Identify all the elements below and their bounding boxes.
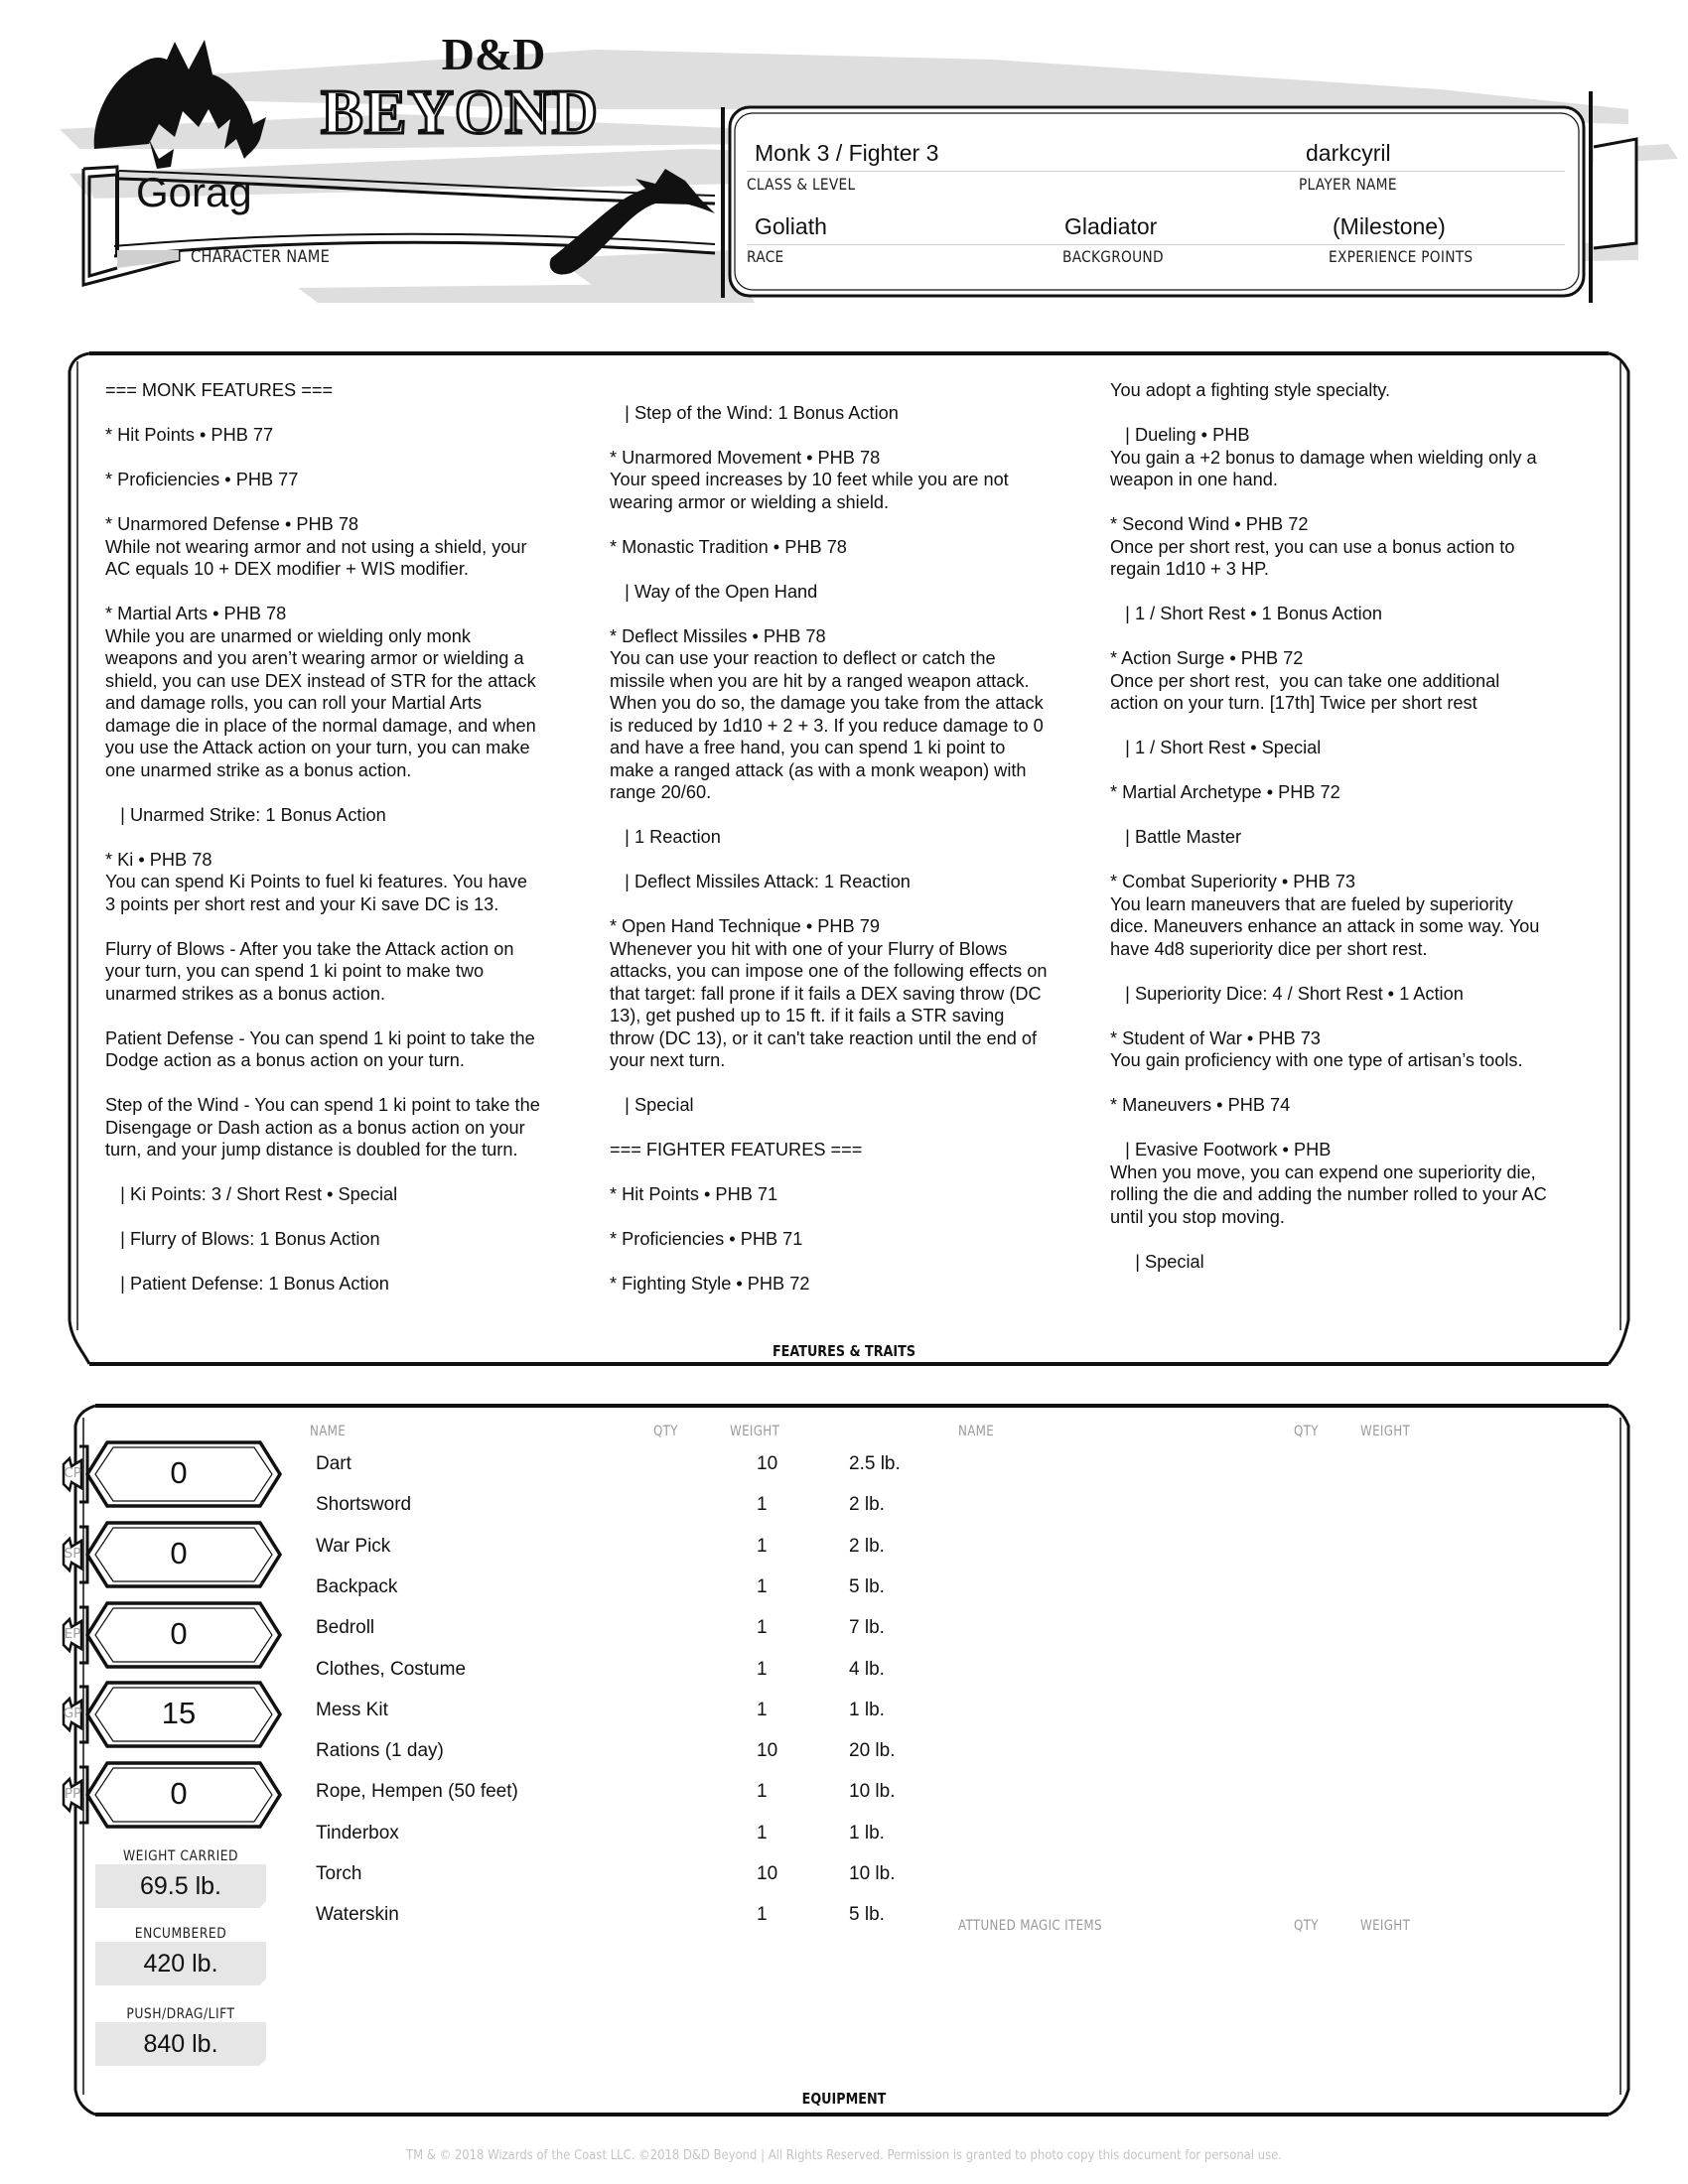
equipment-qty: 1 bbox=[757, 1699, 768, 1720]
dnd-beyond-logo bbox=[321, 29, 599, 147]
feature-line: unarmed strikes as a bonus action. bbox=[105, 983, 386, 1004]
race-label: RACE bbox=[747, 247, 784, 266]
feature-line: You adopt a fighting style specialty. bbox=[1110, 380, 1391, 400]
feature-line bbox=[1110, 1228, 1607, 1251]
equipment-qty: 1 bbox=[757, 1535, 768, 1557]
class-level-rule bbox=[747, 171, 1565, 172]
feature-line: | 1 Reaction bbox=[610, 827, 721, 847]
feature-line: * Monastic Tradition • PHB 78 bbox=[610, 536, 847, 557]
feature-line: * Deflect Missiles • PHB 78 bbox=[610, 625, 826, 646]
feature-line bbox=[610, 849, 1096, 872]
feature-line: * Martial Archetype • PHB 72 bbox=[1110, 782, 1340, 802]
feature-line: * Hit Points • PHB 77 bbox=[105, 425, 274, 445]
feature-line: * Martial Arts • PHB 78 bbox=[105, 604, 287, 623]
feature-line bbox=[105, 491, 592, 514]
features-column-3 bbox=[1110, 379, 1607, 1273]
feature-line: * Ki • PHB 78 bbox=[105, 849, 212, 870]
weight-carried-label: WEIGHT CARRIED bbox=[122, 1848, 239, 1864]
feature-line: throw (DC 13), or it can't take reaction until the end of bbox=[610, 1027, 1038, 1048]
equipment-list bbox=[0, 1453, 1688, 1970]
feature-line bbox=[1110, 1117, 1607, 1140]
equipment-weight: 10 lb. bbox=[849, 1781, 896, 1803]
background-value[interactable]: Gladiator bbox=[1064, 213, 1158, 239]
feature-line bbox=[610, 893, 1096, 916]
feature-line: regain 1d10 + 3 HP. bbox=[1110, 559, 1269, 579]
equipment-row[interactable] bbox=[0, 1904, 1688, 1944]
feature-line: | 1 / Short Rest • Special bbox=[1110, 738, 1322, 757]
equipment-name: Rations (1 day) bbox=[316, 1740, 444, 1762]
feature-line: 13), get pushed up to 15 ft. if it fails a STR saving bbox=[610, 1006, 1005, 1025]
feature-line: | Superiority Dice: 4 / Short Rest • 1 Action bbox=[1110, 983, 1464, 1004]
feature-line bbox=[1110, 1005, 1607, 1027]
class-level-label: CLASS & LEVEL bbox=[747, 175, 856, 194]
feature-line bbox=[610, 424, 1096, 447]
race-rule bbox=[747, 244, 1565, 245]
feature-line bbox=[105, 447, 592, 470]
feature-line: | 1 / Short Rest • 1 Bonus Action bbox=[1110, 604, 1382, 623]
feature-line bbox=[1110, 960, 1607, 983]
dragon-icon bbox=[94, 40, 266, 169]
feature-line: Patient Defense - You can spend 1 ki point to take the bbox=[105, 1027, 535, 1048]
coin-label-cp: CP bbox=[64, 1465, 81, 1481]
feature-line: weapon in one hand. bbox=[1110, 470, 1278, 489]
equipment-row[interactable] bbox=[0, 1781, 1688, 1821]
feature-line: While not wearing armor and not using a shield, your bbox=[105, 536, 527, 557]
feature-line: that target: fall prone if it fails a DEX saving throw (DC bbox=[610, 983, 1042, 1004]
feature-line: | Flurry of Blows: 1 Bonus Action bbox=[105, 1229, 380, 1249]
equipment-qty: 1 bbox=[757, 1494, 768, 1516]
equipment-weight: 2 lb. bbox=[849, 1535, 885, 1557]
feature-line bbox=[105, 826, 592, 849]
equipment-name: Mess Kit bbox=[316, 1699, 388, 1720]
feature-line: make a ranged attack (as with a monk weapon) with bbox=[610, 759, 1027, 780]
equipment-row[interactable] bbox=[0, 1700, 1688, 1739]
attuned-header-name: ATTUNED MAGIC ITEMS bbox=[958, 1918, 1102, 1934]
feature-line: Disengage or Dash action as a bonus action on your bbox=[105, 1117, 525, 1138]
feature-line: action on your turn. [17th] Twice per short rest bbox=[1110, 693, 1477, 713]
logo-beyond-text: BEYOND bbox=[321, 76, 599, 147]
equipment-name: War Pick bbox=[316, 1535, 391, 1557]
feature-line: You gain a +2 bonus to damage when wielding only a bbox=[1110, 447, 1537, 468]
feature-line bbox=[1110, 759, 1607, 782]
equipment-weight: 7 lb. bbox=[849, 1617, 885, 1639]
feature-line bbox=[105, 1005, 592, 1027]
equipment-row[interactable] bbox=[0, 1740, 1688, 1780]
feature-line: You gain proficiency with one type of artisan’s tools. bbox=[1110, 1050, 1523, 1070]
features-column-1 bbox=[105, 379, 592, 1296]
experience-label: EXPERIENCE POINTS bbox=[1329, 247, 1474, 266]
player-name-value[interactable]: darkcyril bbox=[1306, 140, 1391, 166]
coin-label-gp: GP bbox=[63, 1706, 82, 1721]
feature-line: | Evasive Footwork • PHB bbox=[1110, 1140, 1332, 1160]
feature-line: | Step of the Wind: 1 Bonus Action bbox=[610, 402, 899, 423]
items-header-name: NAME bbox=[310, 1424, 347, 1439]
feature-line: | Battle Master bbox=[1110, 827, 1242, 847]
push-drag-lift-value: 840 lb. bbox=[143, 2030, 218, 2058]
feature-line: | Way of the Open Hand bbox=[610, 581, 818, 602]
feature-line: When you move, you can expend one superiority die, bbox=[1110, 1161, 1536, 1182]
feature-line: You can spend Ki Points to fuel ki features. You have bbox=[105, 872, 528, 891]
feature-line: Once per short rest, you can take one additional bbox=[1110, 670, 1500, 691]
feature-line bbox=[1110, 715, 1607, 738]
equipment-row[interactable] bbox=[0, 1494, 1688, 1534]
equipment-name: Waterskin bbox=[316, 1904, 399, 1926]
race-value[interactable]: Goliath bbox=[755, 213, 827, 239]
equipment-row[interactable] bbox=[0, 1823, 1688, 1862]
equipment-name: Bedroll bbox=[316, 1617, 375, 1639]
equipment-qty: 1 bbox=[757, 1617, 768, 1639]
feature-line: | Special bbox=[610, 1095, 694, 1115]
equipment-name: Torch bbox=[316, 1863, 362, 1884]
equipment-row[interactable] bbox=[0, 1617, 1688, 1657]
feature-line bbox=[610, 1117, 1096, 1140]
feature-line: | Special bbox=[1110, 1251, 1204, 1272]
equipment-weight: 10 lb. bbox=[849, 1863, 896, 1884]
background-label: BACKGROUND bbox=[1062, 247, 1164, 266]
feature-line: one unarmed strike as a bonus action. bbox=[105, 759, 412, 780]
feature-line bbox=[610, 1251, 1096, 1274]
coin-label-ep: EP bbox=[64, 1626, 81, 1642]
feature-line: your next turn. bbox=[610, 1050, 726, 1070]
feature-line: * Combat Superiority • PHB 73 bbox=[1110, 872, 1355, 891]
feature-line: * Student of War • PHB 73 bbox=[1110, 1027, 1321, 1048]
equipment-weight: 4 lb. bbox=[849, 1658, 885, 1680]
feature-line: You learn maneuvers that are fueled by superiority bbox=[1110, 893, 1513, 914]
feature-line bbox=[105, 402, 592, 425]
coin-value-cp[interactable]: 0 bbox=[170, 1455, 188, 1490]
feature-line: weapons and you aren’t wearing armor or wielding a bbox=[105, 648, 524, 668]
feature-line: You can use your reaction to deflect or catch the bbox=[610, 648, 996, 668]
feature-line: until you stop moving. bbox=[1110, 1206, 1285, 1227]
encumbered-value: 420 lb. bbox=[143, 1950, 218, 1978]
feature-line bbox=[105, 915, 592, 938]
character-name-label: CHARACTER NAME bbox=[191, 247, 331, 267]
equipment-qty: 10 bbox=[757, 1740, 778, 1762]
feature-line: Whenever you hit with one of your Flurry of Blows bbox=[610, 938, 1008, 959]
coin-label-pp: PP bbox=[64, 1786, 81, 1802]
feature-line: * Proficiencies • PHB 77 bbox=[105, 470, 299, 489]
feature-line: is reduced by 1d10 + 2 + 3. If you reduce damage to 0 bbox=[610, 715, 1044, 736]
feature-line: * Fighting Style • PHB 72 bbox=[610, 1274, 810, 1294]
feature-line: and have a free hand, you can spend 1 ki point to bbox=[610, 738, 1006, 757]
feature-line: missile when you are hit by a ranged weapon attack. bbox=[610, 670, 1030, 691]
equipment-row[interactable] bbox=[0, 1576, 1688, 1616]
feature-line bbox=[1110, 581, 1607, 604]
equipment-name: Backpack bbox=[316, 1575, 398, 1597]
feature-line: wearing armor or wielding a shield. bbox=[610, 491, 890, 512]
feature-line bbox=[105, 1206, 592, 1229]
feature-line: | Ki Points: 3 / Short Rest • Special bbox=[105, 1184, 398, 1204]
feature-line: When you do so, the damage you take from the attack bbox=[610, 693, 1044, 713]
equipment-weight: 5 lb. bbox=[849, 1904, 885, 1926]
player-name-label: PLAYER NAME bbox=[1299, 175, 1397, 194]
equipment-weight: 2 lb. bbox=[849, 1494, 885, 1516]
feature-line: | Deflect Missiles Attack: 1 Reaction bbox=[610, 872, 911, 891]
feature-line bbox=[610, 513, 1096, 536]
features-column-2 bbox=[610, 379, 1096, 1296]
logo-dnd-text: D&D bbox=[441, 29, 546, 79]
feature-line: damage die in place of the normal damage, and when bbox=[105, 715, 536, 736]
attuned-header-weight: WEIGHT bbox=[1360, 1918, 1411, 1934]
feature-line: you use the Attack action on your turn, you can make bbox=[105, 738, 530, 757]
feature-line bbox=[105, 1251, 592, 1274]
feature-line: range 20/60. bbox=[610, 782, 712, 802]
feature-line: === MONK FEATURES === bbox=[105, 380, 334, 400]
feature-line: turn, and your jump distance is doubled for the turn. bbox=[105, 1140, 518, 1160]
feature-line: have 4d8 superiority dice per short rest. bbox=[1110, 938, 1428, 959]
equipment-qty: 1 bbox=[757, 1904, 768, 1926]
feature-line: | Dueling • PHB bbox=[1110, 425, 1250, 445]
feature-line bbox=[1110, 402, 1607, 425]
equipment-qty: 10 bbox=[757, 1863, 778, 1884]
feature-line: rolling the die and adding the number rolled to your AC bbox=[1110, 1184, 1547, 1204]
feature-line: * Maneuvers • PHB 74 bbox=[1110, 1095, 1291, 1115]
feature-line bbox=[105, 581, 592, 604]
equipment-weight: 2.5 lb. bbox=[849, 1453, 901, 1474]
attuned-header-qty: QTY bbox=[1294, 1918, 1319, 1934]
push-drag-lift-label: PUSH/DRAG/LIFT bbox=[126, 2006, 235, 2022]
feature-line bbox=[105, 1161, 592, 1184]
items-header-qty: QTY bbox=[653, 1424, 678, 1439]
equipment-qty: 1 bbox=[757, 1781, 768, 1803]
items-right-header-name: NAME bbox=[958, 1424, 995, 1439]
items-header-weight: WEIGHT bbox=[730, 1424, 780, 1439]
feature-line bbox=[1110, 804, 1607, 827]
equipment-name: Rope, Hempen (50 feet) bbox=[316, 1781, 518, 1803]
features-traits-title: FEATURES & TRAITS bbox=[772, 1342, 916, 1360]
equipment-row[interactable] bbox=[0, 1863, 1688, 1903]
feature-line bbox=[610, 558, 1096, 581]
feature-line: * Open Hand Technique • PHB 79 bbox=[610, 916, 880, 936]
coin-label-sp: SP bbox=[64, 1546, 81, 1562]
equipment-qty: 1 bbox=[757, 1658, 768, 1680]
feature-line: and damage rolls, you can roll your Martial Arts bbox=[105, 693, 483, 713]
equipment-weight: 1 lb. bbox=[849, 1822, 885, 1843]
equipment-qty: 10 bbox=[757, 1453, 778, 1474]
equipment-weight: 1 lb. bbox=[849, 1699, 885, 1720]
feature-line: Dodge action as a bonus action on your turn. bbox=[105, 1050, 465, 1070]
feature-line bbox=[105, 781, 592, 804]
equipment-name: Shortsword bbox=[316, 1494, 412, 1516]
items-right-header-weight: WEIGHT bbox=[1360, 1424, 1411, 1439]
coin-value-ep[interactable]: 0 bbox=[170, 1616, 188, 1651]
feature-line bbox=[1110, 849, 1607, 872]
feature-line: * Second Wind • PHB 72 bbox=[1110, 514, 1309, 534]
feature-line bbox=[610, 603, 1096, 625]
feature-line: * Action Surge • PHB 72 bbox=[1110, 648, 1304, 668]
equipment-name: Clothes, Costume bbox=[316, 1658, 467, 1680]
feature-line bbox=[610, 1206, 1096, 1229]
equipment-weight: 5 lb. bbox=[849, 1575, 885, 1597]
feature-line: attacks, you can impose one of the following effects on bbox=[610, 961, 1048, 981]
encumbered-label: ENCUMBERED bbox=[134, 1926, 227, 1942]
feature-line bbox=[610, 1161, 1096, 1184]
feature-line: dice. Maneuvers enhance an attack in some way. You bbox=[1110, 916, 1540, 936]
equipment-weight: 20 lb. bbox=[849, 1740, 896, 1762]
equipment-row[interactable] bbox=[0, 1453, 1688, 1493]
feature-line bbox=[1110, 625, 1607, 648]
feature-line: === FIGHTER FEATURES === bbox=[610, 1140, 863, 1160]
feature-line: | Patient Defense: 1 Bonus Action bbox=[105, 1274, 389, 1294]
feature-line bbox=[1110, 491, 1607, 514]
feature-line: * Unarmored Defense • PHB 78 bbox=[105, 514, 359, 534]
class-level-value[interactable]: Monk 3 / Fighter 3 bbox=[755, 140, 939, 166]
feature-line: * Unarmored Movement • PHB 78 bbox=[610, 447, 881, 468]
feature-line: * Hit Points • PHB 71 bbox=[610, 1184, 778, 1204]
feature-line bbox=[1110, 1072, 1607, 1095]
equipment-title: EQUIPMENT bbox=[801, 2090, 887, 2108]
feature-line: Once per short rest, you can use a bonus action to bbox=[1110, 536, 1515, 557]
items-right-header-qty: QTY bbox=[1294, 1424, 1319, 1439]
feature-line: | Unarmed Strike: 1 Bonus Action bbox=[105, 804, 386, 825]
equipment-qty: 1 bbox=[757, 1822, 768, 1843]
copyright-footer: TM & © 2018 Wizards of the Coast LLC. ©2018 D&D Beyond | All Rights Reserved. Permission is granted to photo copy this document for personal use. bbox=[406, 2147, 1282, 2163]
experience-value[interactable]: (Milestone) bbox=[1333, 213, 1446, 239]
feature-line: While you are unarmed or wielding only monk bbox=[105, 625, 471, 646]
weight-carried-value: 69.5 lb. bbox=[139, 1872, 221, 1900]
feature-line bbox=[610, 1072, 1096, 1095]
feature-line: Step of the Wind - You can spend 1 ki point to take the bbox=[105, 1095, 540, 1115]
coin-value-pp[interactable]: 0 bbox=[170, 1776, 188, 1811]
equipment-name: Tinderbox bbox=[316, 1822, 399, 1843]
feature-line bbox=[105, 1072, 592, 1095]
character-name[interactable]: Gorag bbox=[136, 169, 252, 215]
feature-line: * Proficiencies • PHB 71 bbox=[610, 1229, 803, 1249]
info-box-frame bbox=[723, 91, 1636, 303]
equipment-row[interactable] bbox=[0, 1536, 1688, 1575]
feature-line: your turn, you can spend 1 ki point to make two bbox=[105, 961, 485, 981]
feature-line: AC equals 10 + DEX modifier + WIS modifier. bbox=[105, 559, 469, 579]
feature-line: Flurry of Blows - After you take the Attack action on bbox=[105, 938, 514, 959]
equipment-row[interactable] bbox=[0, 1659, 1688, 1699]
coin-value-sp[interactable]: 0 bbox=[170, 1536, 188, 1570]
coin-value-gp[interactable]: 15 bbox=[161, 1696, 197, 1730]
feature-line bbox=[610, 804, 1096, 827]
equipment-qty: 1 bbox=[757, 1575, 768, 1597]
feature-line: shield, you can use DEX instead of STR for the attack bbox=[105, 670, 536, 691]
feature-line: Your speed increases by 10 feet while you are not bbox=[610, 470, 1009, 489]
feature-line bbox=[610, 379, 1096, 402]
equipment-name: Dart bbox=[316, 1453, 352, 1474]
feature-line: 3 points per short rest and your Ki save DC is 13. bbox=[105, 893, 499, 914]
